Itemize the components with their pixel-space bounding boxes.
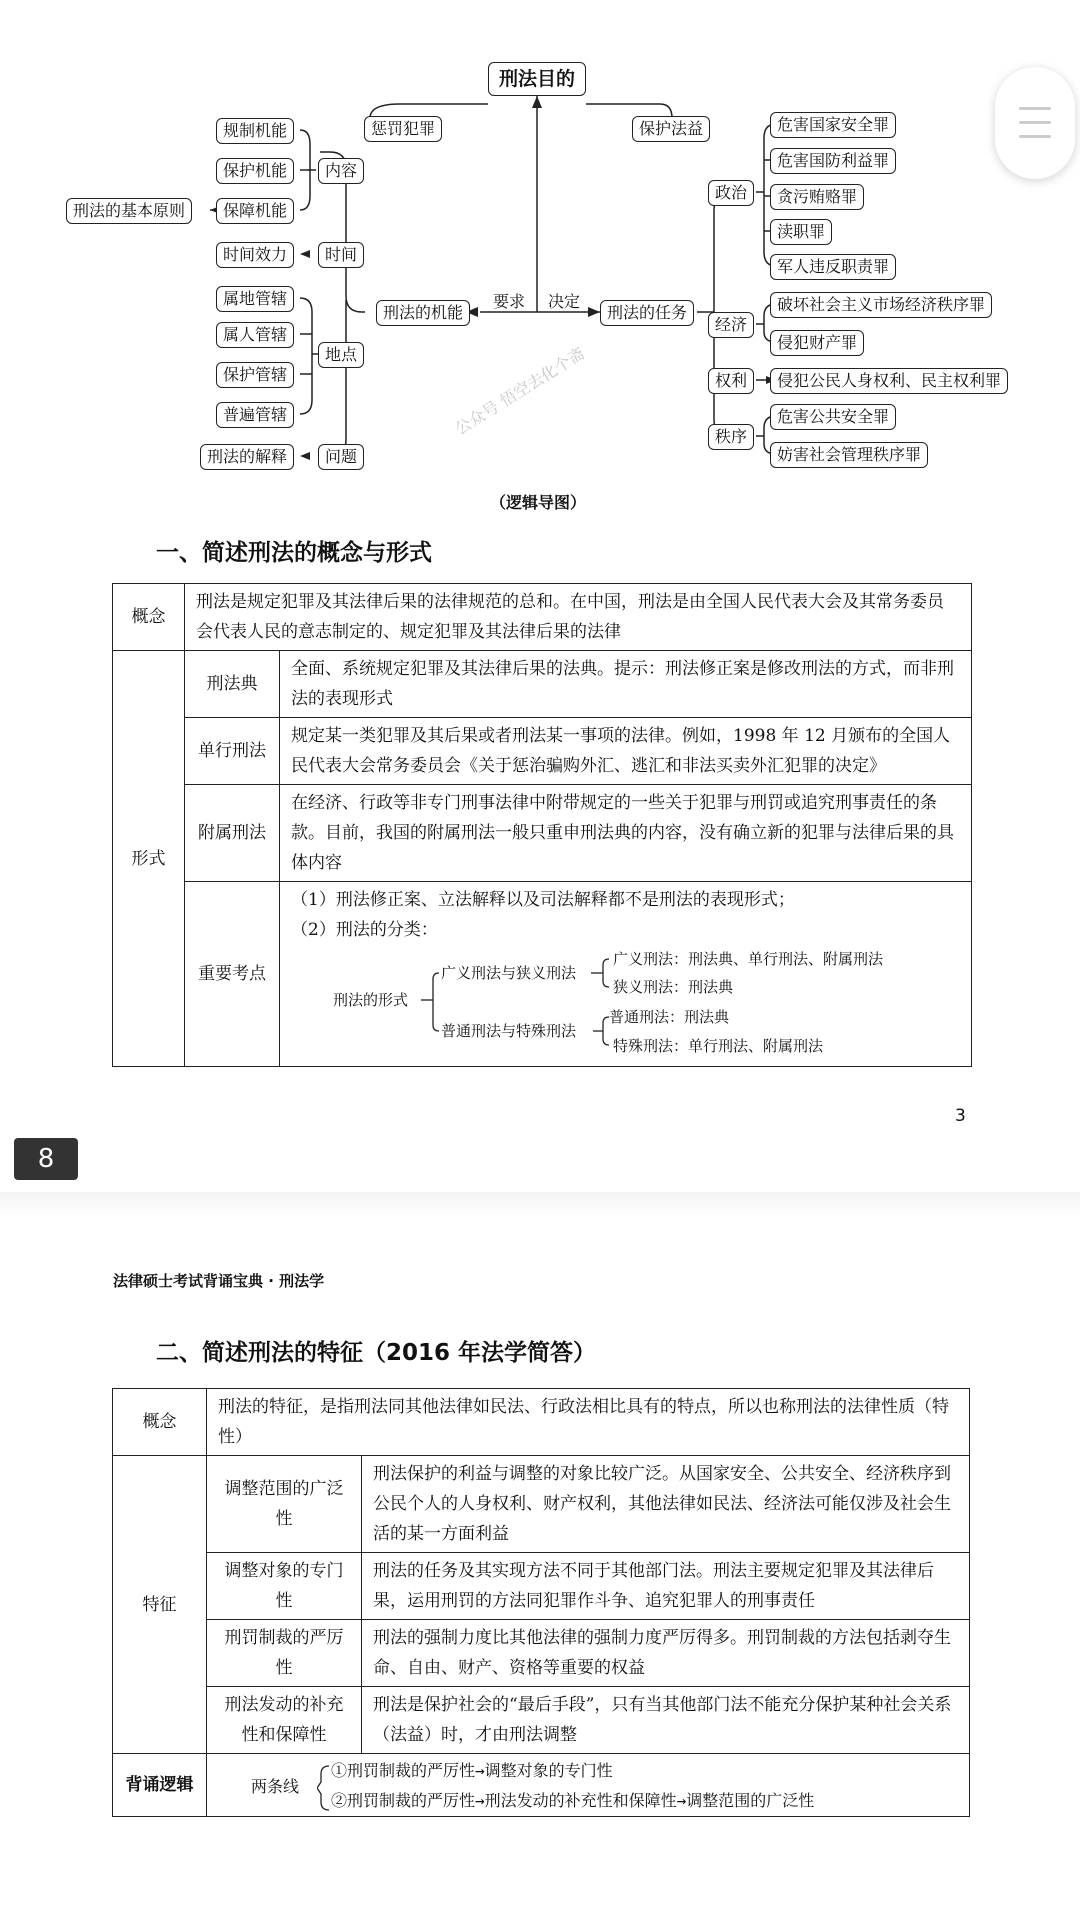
row-label: 单行刑法 (185, 718, 280, 785)
node-order: 秩序 (708, 424, 754, 450)
table-row (113, 584, 972, 651)
node-problem: 问题 (318, 444, 364, 470)
node-protect-legal-interest: 保护法益 (632, 116, 710, 142)
mindmap-root-node: 刑法目的 (488, 62, 586, 96)
row-text: 在经济、行政等非专门刑事法律中附带规定的一些关于犯罪与刑罚或追究刑事责任的条款。目前，我国的附属刑法一般只重申刑法典的内容，没有确立新的犯罪与法律后果的具体内容 (280, 785, 972, 882)
node-order-item: 危害公共安全罪 (770, 404, 896, 430)
logic-label: 背诵逻辑 (113, 1754, 207, 1817)
node-politics-item: 危害国家安全罪 (770, 112, 896, 138)
table-row (113, 1553, 970, 1620)
row-text: 规定某一类犯罪及其后果或者刑法某一事项的法律。例如，1998 年 12 月颁布的全国人民代表大会常务委员会《关于惩治骗购外汇、逃汇和非法买卖外汇犯罪的决定》 (280, 718, 972, 785)
feature-text: 刑法是保护社会的“最后手段”，只有当其他部门法不能充分保护某种社会关系（法益）时，才由刑法调整 (362, 1687, 970, 1754)
node-politics-item: 贪污贿赂罪 (770, 184, 864, 210)
node-basic-principle: 刑法的基本原则 (66, 198, 192, 224)
tree-root: 刑法的形式 (333, 991, 409, 1009)
node-place-item: 保护管辖 (216, 362, 294, 388)
table-row (113, 882, 972, 1067)
tree-leaf: 普通刑法：刑法典 (609, 1008, 730, 1026)
node-politics-item: 渎职罪 (770, 219, 832, 245)
node-economy: 经济 (708, 312, 754, 338)
tree-branch: 广义刑法与狭义刑法 (441, 964, 577, 982)
node-punish-crime: 惩罚犯罪 (364, 116, 442, 142)
feature-text: 刑法的任务及其实现方法不同于其他部门法。刑法主要规定犯罪及其法律后果，运用刑罚的方法同犯罪作斗争、追究犯罪人的刑事责任 (362, 1553, 970, 1620)
row-label: 附属刑法 (185, 785, 280, 882)
key-points-label: 重要考点 (185, 882, 280, 1067)
label-require: 要求 (493, 292, 526, 311)
node-content: 内容 (318, 158, 364, 184)
tree-leaf: 广义刑法：刑法典、单行刑法、附属刑法 (613, 950, 884, 968)
logic-line: ①刑罚制裁的严厉性→调整对象的专门性 (331, 1761, 613, 1780)
tree-branch: 普通刑法与特殊刑法 (441, 1022, 577, 1040)
logic-line: ②刑罚制裁的严厉性→刑法发动的补充性和保障性→调整范围的广泛性 (331, 1791, 815, 1810)
table-row (113, 1620, 970, 1687)
node-rights-item: 侵犯公民人身权利、民主权利罪 (770, 368, 1008, 394)
concept-label: 概念 (113, 584, 185, 651)
node-economy-item: 侵犯财产罪 (770, 330, 864, 356)
feature-name: 调整对象的专门性 (207, 1553, 362, 1620)
node-place-item: 属人管辖 (216, 322, 294, 348)
section2-title: 二、简述刑法的特征（2016 年法学简答） (156, 1340, 597, 1366)
menu-icon (1019, 121, 1051, 124)
floating-menu-button[interactable] (995, 67, 1075, 179)
node-criminal-law-function: 刑法的机能 (376, 300, 470, 326)
logic-cell (207, 1754, 970, 1817)
node-politics: 政治 (708, 180, 754, 206)
feature-text: 刑法的强制力度比其他法律的强制力度严厉得多。刑罚制裁的方法包括剥夺生命、自由、财产、资格等重要的权益 (362, 1620, 970, 1687)
page-separator (0, 1192, 1080, 1218)
table-row (113, 1754, 970, 1817)
node-time: 时间 (318, 242, 364, 268)
node-interpretation: 刑法的解释 (200, 444, 294, 470)
table-row (113, 785, 972, 882)
concept-form-table (112, 583, 972, 1067)
node-content-item: 保护机能 (216, 158, 294, 184)
table-row (113, 651, 972, 718)
feature-name: 调整范围的广泛性 (207, 1456, 362, 1553)
menu-icon (1019, 135, 1051, 138)
node-politics-item: 危害国防利益罪 (770, 148, 896, 174)
two-lines-label: 两条线 (251, 1777, 300, 1796)
tree-leaf: 特殊刑法：单行刑法、附属刑法 (613, 1037, 824, 1055)
form-classification-tree (291, 945, 960, 1061)
node-content-item: 规制机能 (216, 118, 294, 144)
node-place: 地点 (318, 342, 364, 368)
key-point: （2）刑法的分类： (291, 920, 438, 940)
table-row (113, 1687, 970, 1754)
node-place-item: 普遍管辖 (216, 402, 294, 428)
key-point: （1）刑法修正案、立法解释以及司法解释都不是刑法的表现形式； (291, 890, 795, 910)
features-table (112, 1388, 970, 1817)
feature-text: 刑法保护的利益与调整的对象比较广泛。从国家安全、公共安全、经济秩序到公民个人的人身权利、财产权利，其他法律如民法、经济法可能仅涉及社会生活的某一方面利益 (362, 1456, 970, 1553)
node-place-item: 属地管辖 (216, 286, 294, 312)
node-content-item: 保障机能 (216, 198, 294, 224)
logic-mindmap (0, 0, 1080, 530)
concept-text: 刑法是规定犯罪及其法律后果的法律规范的总和。在中国，刑法是由全国人民代表大会及其常务委员会代表人民的意志制定的、规定犯罪及其法律后果的法律 (185, 584, 972, 651)
table-row (113, 1456, 970, 1553)
concept-text: 刑法的特征，是指刑法同其他法律如民法、行政法相比具有的特点，所以也称刑法的法律性质（特性） (207, 1389, 970, 1456)
row-text: 全面、系统规定犯罪及其法律后果的法典。提示：刑法修正案是修改刑法的方式，而非刑法的表现形式 (280, 651, 972, 718)
row-label: 刑法典 (185, 651, 280, 718)
page-header: 法律硕士考试背诵宝典 · 刑法学 (113, 1272, 325, 1290)
label-decide: 决定 (548, 292, 581, 311)
node-politics-item: 军人违反职责罪 (770, 254, 896, 280)
mindmap-caption: （逻辑导图） (490, 493, 587, 512)
feature-name: 刑罚制裁的严厉性 (207, 1620, 362, 1687)
watermark-text: 公众号 悟空去化个斋 (451, 343, 589, 439)
table-row (113, 718, 972, 785)
feature-name: 刑法发动的补充性和保障性 (207, 1687, 362, 1754)
node-rights: 权利 (708, 368, 754, 394)
logic-bracket (317, 1760, 331, 1816)
concept-label: 概念 (113, 1389, 207, 1456)
tree-leaf: 狭义刑法：刑法典 (613, 978, 734, 996)
node-order-item: 妨害社会管理秩序罪 (770, 442, 928, 468)
key-points-cell (280, 882, 972, 1067)
page-number: 3 (955, 1106, 966, 1126)
section1-title: 一、简述刑法的概念与形式 (156, 540, 432, 566)
menu-icon (1019, 107, 1051, 110)
node-criminal-law-task: 刑法的任务 (600, 300, 694, 326)
table-row (113, 1389, 970, 1456)
page-badge: 8 (14, 1138, 78, 1180)
form-label: 形式 (113, 651, 185, 1067)
feature-label: 特征 (113, 1456, 207, 1754)
node-economy-item: 破坏社会主义市场经济秩序罪 (770, 292, 992, 318)
node-time-effect: 时间效力 (216, 242, 294, 268)
